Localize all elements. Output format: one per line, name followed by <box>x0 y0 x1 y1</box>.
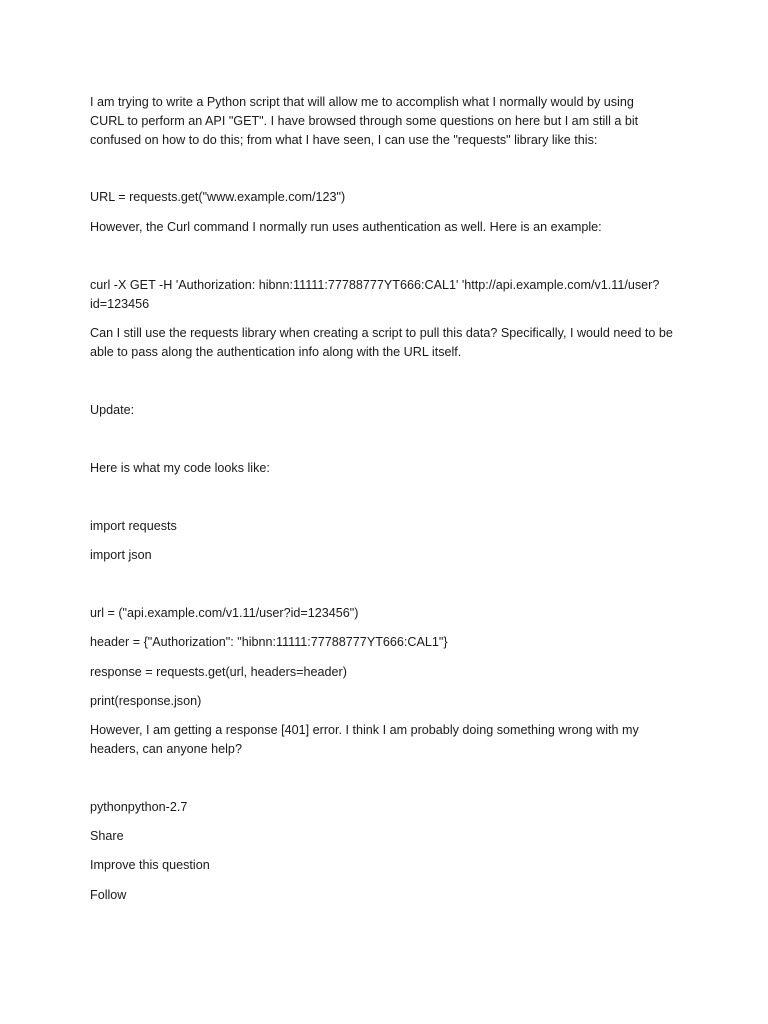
curl-command-line-2: id=123456 <box>90 297 150 311</box>
question-tags[interactable]: pythonpython-2.7 <box>90 800 188 814</box>
improve-question-link[interactable]: Improve this question <box>90 858 210 872</box>
intro-line-1: I am trying to write a Python script that will allow me to accomplish what I normally would by using <box>90 95 634 109</box>
code-line-url: url = ("api.example.com/v1.11/user?id=123456") <box>90 606 359 620</box>
code-line-print: print(response.json) <box>90 694 202 708</box>
intro-line-3: confused on how to do this; from what I have seen, I can use the "requests" library like this: <box>90 133 598 147</box>
error-line-1: However, I am getting a response [401] error. I think I am probably doing something wrong with my <box>90 723 639 737</box>
curl-intro: However, the Curl command I normally run uses authentication as well. Here is an example: <box>90 220 602 234</box>
follow-link[interactable]: Follow <box>90 888 127 902</box>
share-link[interactable]: Share <box>90 829 124 843</box>
question-line-1: Can I still use the requests library when creating a script to pull this data? Specifically, I would need to be <box>90 326 673 340</box>
code-line-response: response = requests.get(url, headers=header) <box>90 665 347 679</box>
error-line-2: headers, can anyone help? <box>90 742 242 756</box>
question-line-2: able to pass along the authentication info along with the URL itself. <box>90 345 462 359</box>
code-line-import-json: import json <box>90 548 152 562</box>
code-intro: Here is what my code looks like: <box>90 461 270 475</box>
code-line-header: header = {"Authorization": "hibnn:11111:77788777YT666:CAL1"} <box>90 635 448 649</box>
intro-line-2: CURL to perform an API "GET". I have browsed through some questions on here but I am still a bit <box>90 114 639 128</box>
update-label: Update: <box>90 403 135 417</box>
url-example: URL = requests.get("www.example.com/123") <box>90 190 346 204</box>
curl-command-line-1: curl -X GET -H 'Authorization: hibnn:11111:77788777YT666:CAL1' 'http://api.example.com/v1.11/user? <box>90 278 660 292</box>
code-line-import-requests: import requests <box>90 519 177 533</box>
